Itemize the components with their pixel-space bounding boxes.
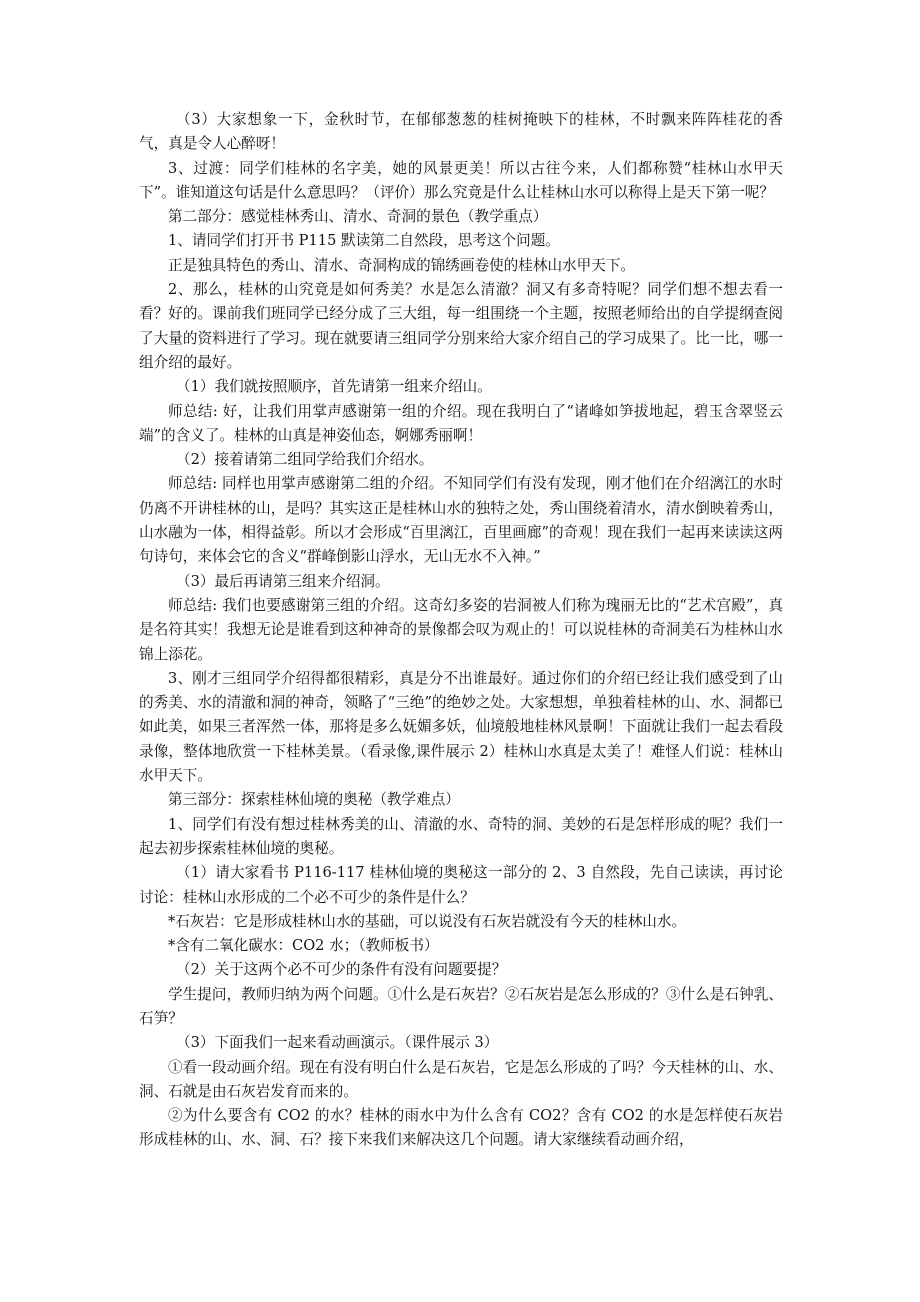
paragraph: 1、请同学们打开书 P115 默读第二自然段，思考这个问题。 <box>168 232 560 250</box>
paragraph: （3）大家想象一下，金秋时节，在郁郁葱葱的桂树掩映下的桂林，不时飘来阵阵桂花的香气，真是令人心醉呀！ <box>139 111 783 153</box>
section-heading: 第三部分：探索桂林仙境的奥秘（教学难点） <box>168 791 460 809</box>
paragraph: （2）接着请第二组同学给我们介绍水。 <box>176 451 434 469</box>
paragraph: ②为什么要含有 CO2 的水？桂林的雨水中为什么含有 CO2？含有 CO2 的水是怎样使石灰岩形成桂林的山、水、洞、石？接下来我们来解决这几个问题。请大家继续看动画介绍， <box>139 1107 783 1149</box>
paragraph: 师总结: 好，让我们用掌声感谢第一组的介绍。现在我明白了“诸峰如笋拔地起，碧玉含翠竖云端”的含义了。桂林的山真是神姿仙态，婀娜秀丽啊！ <box>139 402 783 444</box>
paragraph: 师总结: 同样也用掌声感谢第二组的介绍。不知同学们有没有发现，刚才他们在介绍漓江的水时仍离不开讲桂林的山，是吗？其实这正是桂林山水的独特之处，秀山围绕着清水，清水倒映着秀山，山水融为一体，相得益彰。所以才会形成“百里漓江，百里画廊”的奇观！现在我们一起再来读读这两句诗句，来体会它的含义“群峰倒影山浮水，无山无水不入神。” <box>139 475 783 566</box>
paragraph: *含有二氧化碳水：CO2 水；（教师板书） <box>168 937 439 955</box>
paragraph: 学生提问，教师归纳为两个问题。①什么是石灰岩？②石灰岩是怎么形成的？③什么是石钟乳、石笋？ <box>139 985 783 1027</box>
document-body <box>139 108 783 1153</box>
section-heading: 第二部分：感觉桂林秀山、清水、奇洞的景色（教学重点） <box>168 208 548 226</box>
paragraph: （3）最后再请第三组来介绍洞。 <box>176 572 390 590</box>
paragraph: 师总结: 我们也要感谢第三组的介绍。这奇幻多姿的岩洞被人们称为瑰丽无比的“艺术宫殿”，真是名符其实！我想无论是谁看到这种神奇的景像都会叹为观止的！可以说桂林的奇洞美石为桂林山水锦上添花。 <box>139 596 783 663</box>
paragraph: ①看一段动画介绍。现在有没有明白什么是石灰岩，它是怎么形成的了吗？今天桂林的山、水、洞、石就是由石灰岩发育而来的。 <box>139 1058 783 1100</box>
paragraph: （1）请大家看书 P116-117 桂林仙境的奥秘这一部分的 2、3 自然段，先自己读读，再讨论讨论：桂林山水形成的二个必不可少的条件是什么？ <box>139 864 783 906</box>
paragraph: 2、那么，桂林的山究竟是如何秀美？水是怎么清澈？洞又有多奇特呢？同学们想不想去看一看？好的。课前我们班同学已经分成了三大组，每一组围绕一个主题，按照老师给出的自学提纲查阅了大量的资料进行了学习。现在就要请三组同学分别来给大家介绍自己的学习成果了。比一比，哪一组介绍的最好。 <box>139 281 783 371</box>
paragraph: 3、刚才三组同学介绍得都很精彩，真是分不出谁最好。通过你们的介绍已经让我们感受到了山的秀美、水的清澈和洞的神奇，领略了“三绝”的绝妙之处。大家想想，单独着桂林的山、水、洞都已如此美，如果三者浑然一体，那将是多么妩媚多妖，仙境般地桂林风景啊！下面就让我们一起去看段录像，整体地欣赏一下桂林美景。（看录像,课件展示 2）桂林山水真是太美了！难怪人们说：桂林山水甲天下。 <box>139 669 783 785</box>
paragraph: （1）我们就按照顺序，首先请第一组来介绍山。 <box>176 378 492 396</box>
paragraph: 3、过渡：同学们桂林的名字美，她的风景更美！所以古往今来，人们都称赞“桂林山水甲天下”。谁知道这句话是什么意思吗？（评价）那么究竟是什么让桂林山水可以称得上是天下第一呢？ <box>139 159 783 201</box>
paragraph: 正是独具特色的秀山、清水、奇洞构成的锦绣画卷使的桂林山水甲天下。 <box>168 256 636 274</box>
paragraph: *石灰岩：它是形成桂林山水的基础，可以说没有石灰岩就没有今天的桂林山水。 <box>168 912 687 930</box>
paragraph: （3）下面我们一起来看动画演示。（课件展示 3） <box>176 1034 499 1052</box>
paragraph: 1、同学们有没有想过桂林秀美的山、清澈的水、奇特的洞、美妙的石是怎样形成的呢？我们一起去初步探索桂林仙境的奥秘。 <box>139 815 783 857</box>
paragraph: （2）关于这两个必不可少的条件有没有问题要提？ <box>176 961 507 979</box>
